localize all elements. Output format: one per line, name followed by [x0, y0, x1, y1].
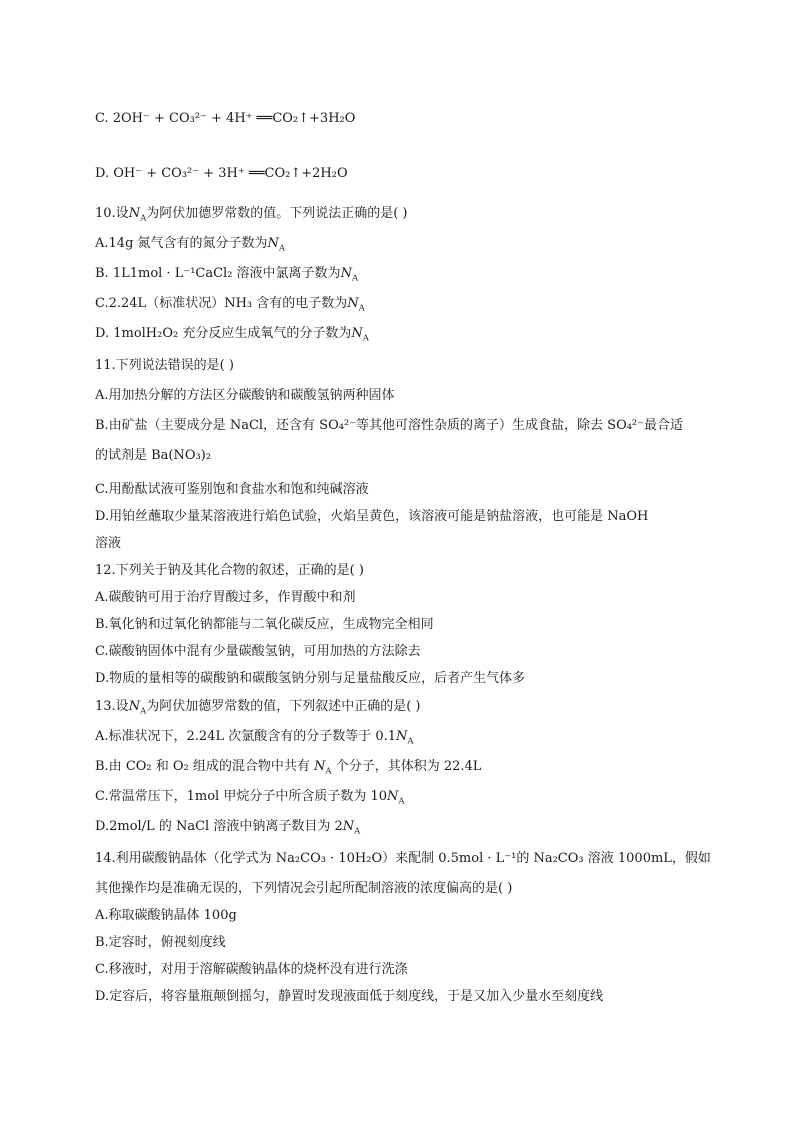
q12-option-a: A.碳酸钠可用于治疗胃酸过多，作胃酸中和剂 [95, 590, 356, 605]
q10-stem: 10.设$N_A$为阿伏加德罗常数的值。下列说法正确的是( ) [95, 206, 408, 224]
q12-option-d: D.物质的量相等的碳酸钠和碳酸氢钠分别与足量盐酸反应，后者产生气体多 [95, 671, 526, 686]
q11-option-c: C.用酚酞试液可鉴别饱和食盐水和饱和纯碱溶液 [95, 482, 369, 497]
q13-stem: 13.设$N_A$为阿伏加德罗常数的值，下列叙述中正确的是( ) [95, 699, 421, 717]
q12-option-c: C.碳酸钠固体中混有少量碳酸氢钠，可用加热的方法除去 [95, 644, 421, 659]
q12-option-b: B.氧化钠和过氧化钠都能与二氧化碳反应，生成物完全相同 [95, 617, 434, 632]
q14-option-c: C.移液时，对用于溶解碳酸钠晶体的烧杯没有进行洗涤 [95, 962, 408, 977]
q13-option-d: D.2mol/L 的 NaCl 溶液中钠离子数目为 $2N_A$ [95, 819, 361, 837]
q11-option-d-line1: D.用铂丝蘸取少量某溶液进行焰色试验，火焰呈黄色，该溶液可能是钠盐溶液，也可能是 NaOH [95, 509, 649, 524]
q14-option-a: A.称取碳酸钠晶体 100g [95, 908, 237, 923]
q11-option-d-line2: 溶液 [95, 536, 122, 551]
q13-option-a: A.标准状况下，2.24L 次氯酸含有的分子数等于 $0.1N_A$ [95, 729, 414, 747]
q13-option-b: B.由 CO₂ 和 O₂ 组成的混合物中共有 $N_A$ 个分子，其体积为 22.4L [95, 759, 482, 777]
q14-option-d: D.定容后，将容量瓶颠倒摇匀，静置时发现液面低于刻度线，于是又加入少量水至刻度线 [95, 989, 604, 1004]
q14-option-b: B.定容时，俯视刻度线 [95, 935, 226, 950]
q9-option-d: D. OH⁻ + CO₃²⁻ + 3H⁺ ══CO₂↑+2H₂O [95, 166, 348, 181]
q9-option-c: C. 2OH⁻ + CO₃²⁻ + 4H⁺ ══CO₂↑+3H₂O [95, 111, 356, 126]
q10-option-b: B. 1L1mol · L⁻¹CaCl₂ 溶液中氯离子数为$N_A$ [95, 266, 359, 284]
q11-option-b-line1: B.由矿盐（主要成分是 NaCl，还含有 SO₄²⁻等其他可溶性杂质的离子）生成食盐，除去 SO₄²⁻最合适 [95, 418, 684, 433]
q11-option-a: A.用加热分解的方法区分碳酸钠和碳酸氢钠两种固体 [95, 388, 395, 403]
q14-stem-line1: 14.利用碳酸钠晶体（化学式为 Na₂CO₃ · 10H₂O）来配制 0.5mol · L⁻¹的 Na₂CO₃ 溶液 1000mL，假如 [95, 851, 711, 866]
q11-option-b-line2: 的试剂是 Ba(NO₃)₂ [95, 448, 212, 463]
q14-stem-line2: 其他操作均是准确无误的，下列情况会引起所配制溶液的浓度偏高的是( ) [95, 881, 513, 896]
q13-option-c: C.常温常压下，1mol 甲烷分子中所含质子数为 $10N_A$ [95, 789, 405, 807]
q10-option-a: A.14g 氮气含有的氮分子数为$N_A$ [95, 236, 286, 254]
q10-option-d: D. 1molH₂O₂ 充分反应生成氧气的分子数为$N_A$ [95, 326, 369, 344]
q10-option-c: C.2.24L（标准状况）NH₃ 含有的电子数为$N_A$ [95, 296, 365, 314]
q12-stem: 12.下列关于钠及其化合物的叙述，正确的是( ) [95, 563, 364, 578]
q11-stem: 11.下列说法错误的是( ) [95, 358, 234, 373]
